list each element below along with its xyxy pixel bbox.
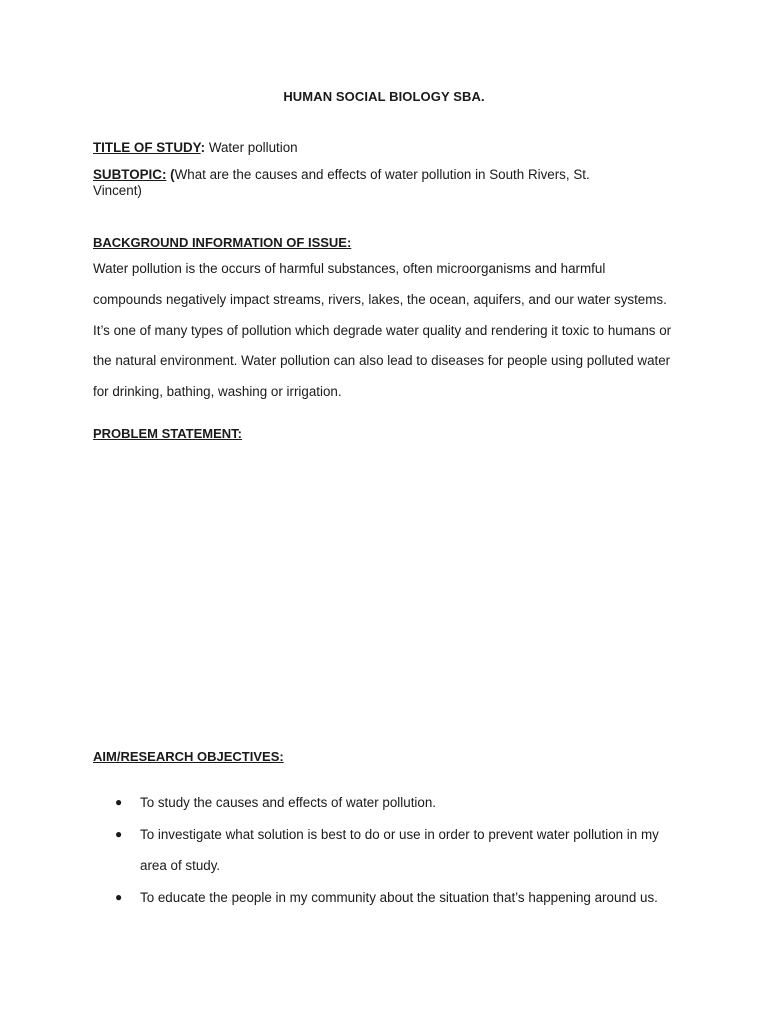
title-of-study-line [93,140,683,156]
objective-text: To educate the people in my community about the situation that’s happening around us. [140,889,658,905]
objectives-list [115,787,680,913]
aims-heading: AIM/RESEARCH OBJECTIVES: [93,749,284,764]
title-of-study-label: TITLE OF STUDY [93,140,201,155]
problem-statement-heading: PROBLEM STATEMENT: [93,426,243,441]
title-of-study-value: Water pollution [205,140,298,155]
subtopic-line [93,167,633,199]
background-paragraph: Water pollution is the occurs of harmful substances, often microorganisms and harmful compounds negatively impact streams, rivers, lakes, the ocean, aquifers, and our water systems. It’s one of many types of pollution which degrade water quality and rendering it toxic to humans or the natural environment. Water pollution can also lead to diseases for people using polluted water for drinking, bathing, washing or irrigation. [93,261,672,400]
bullet-icon: ● [115,889,123,904]
bullet-icon: ● [115,826,123,841]
title-of-study-colon: : [200,140,206,155]
list-item [115,819,680,882]
background-heading: BACKGROUND INFORMATION OF ISSUE: [93,235,352,250]
objective-text: To study the causes and effects of water pollution. [140,795,437,810]
subtopic-paren: ( [166,167,175,182]
subtopic-value: What are the causes and effects of water pollution in South Rivers, St. Vincent) [93,167,590,198]
list-item [115,882,680,914]
objective-text: To investigate what solution is best to do or use in order to prevent water pollution in my area of study. [140,826,659,873]
subtopic-label: SUBTOPIC: [93,167,167,182]
list-item [115,787,680,819]
document-title: HUMAN SOCIAL BIOLOGY SBA. [283,89,485,104]
bullet-icon: ● [115,795,123,809]
